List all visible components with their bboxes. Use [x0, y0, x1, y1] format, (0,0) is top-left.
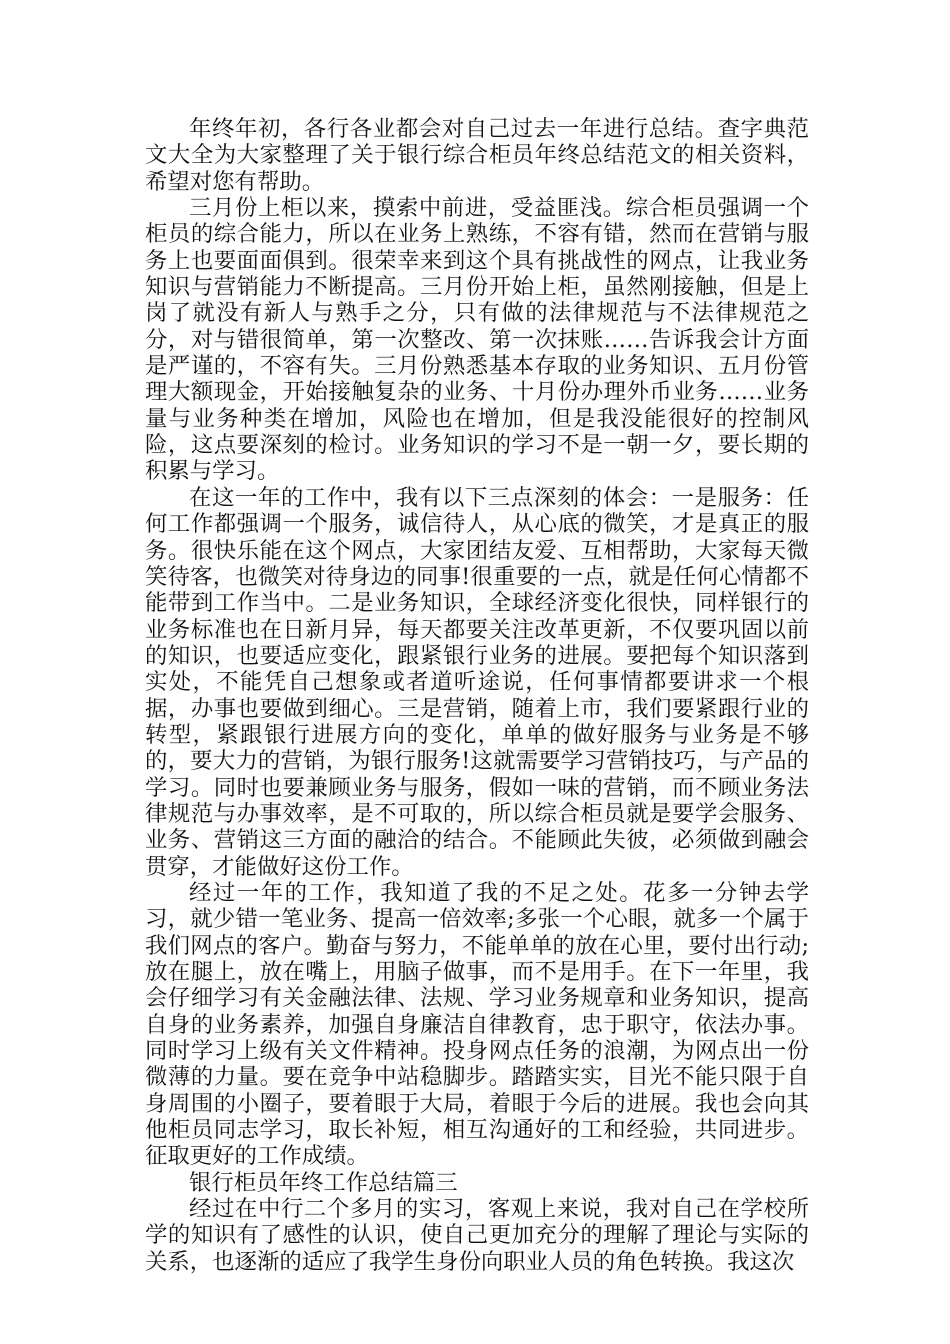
section-heading: 银行柜员年终工作总结篇三	[189, 1169, 458, 1196]
body-paragraph-shortcomings: 经过一年的工作，我知道了我的不足之处。花多一分钟去学习，就少错一笔业务、提高一倍效率;多张一个心眼，就多一个属于我们网点的客户。勤奋与努力，不能单单的放在心里，要付出行动;放在腿上，放在嘴上，用脑子做事，而不是用手。在下一年里，我会仔细学习有关金融法律、法规、学习业务规章和业务知识，提高自身的业务素养，加强自身廉洁自律教育，忠于职守，依法办事。同时学习上级有关文件精神。投身网点任务的浪潮，为网点出一份微薄的力量。要在竞争中站稳脚步。踏踏实实，目光不能只限于自身周围的小圈子，要着眼于大局，着眼于今后的进展。我也会向其他柜员同志学习，取长补短，相互沟通好的工和经验，共同进步。征取更好的工作成绩。	[145, 879, 809, 1170]
body-paragraph-experience: 在这一年的工作中，我有以下三点深刻的体会：一是服务：任何工作都强调一个服务，诚信待人，从心底的微笑，才是真正的服务。很快乐能在这个网点，大家团结友爱、互相帮助，大家每天微笑待客，也微笑对待身边的同事!很重要的一点，就是任何心情都不能带到工作当中。二是业务知识，全球经济变化很快，同样银行的业务标准也在日新月异，每天都要关注改革更新，不仅要巩固以前的知识，也要适应变化，跟紧银行业务的进展。要把每个知识落到实处，不能凭自己想象或者道听途说，任何事情都要讲求一个根据，办事也要做到细心。三是营销，随着上市，我们要紧跟行业的转型，紧跟银行进展方向的变化，单单的做好服务与业务是不够的，要大力的营销，为银行服务!这就需要学习营销技巧，与产品的学习。同时也要兼顾业务与服务，假如一味的营销，而不顾业务法律规范与办事效率，是不可取的，所以综合柜员就是要学会服务、业务、营销这三方面的融洽的结合。不能顾此失彼，必须做到融会贯穿，才能做好这份工作。	[145, 484, 809, 880]
document-body	[145, 116, 809, 1275]
body-paragraph-march: 三月份上柜以来，摸索中前进，受益匪浅。综合柜员强调一个柜员的综合能力，所以在业务上熟练，不容有错，然而在营销与服务上也要面面俱到。很荣幸来到这个具有挑战性的网点，让我业务知识与营销能力不断提高。三月份开始上柜，虽然刚接触，但是上岗了就没有新人与熟手之分，只有做的法律规范与不法律规范之分，对与错很简单，第一次整改、第一次抹账……告诉我会计方面是严谨的，不容有失。三月份熟悉基本存取的业务知识、五月份管理大额现金，开始接触复杂的业务、十月份办理外币业务……业务量与业务种类在增加，风险也在增加，但是我没能很好的控制风险，这点要深刻的检讨。业务知识的学习不是一朝一夕，要长期的积累与学习。	[145, 195, 809, 485]
body-paragraph-internship: 经过在中行二个多月的实习，客观上来说，我对自己在学校所学的知识有了感性的认识，使自己更加充分的理解了理论与实际的关系，也逐渐的适应了我学生身份向职业人员的角色转换。我这次	[145, 1196, 809, 1275]
intro-paragraph: 年终年初，各行各业都会对自己过去一年进行总结。查字典范文大全为大家整理了关于银行综合柜员年终总结范文的相关资料，希望对您有帮助。	[145, 116, 809, 195]
